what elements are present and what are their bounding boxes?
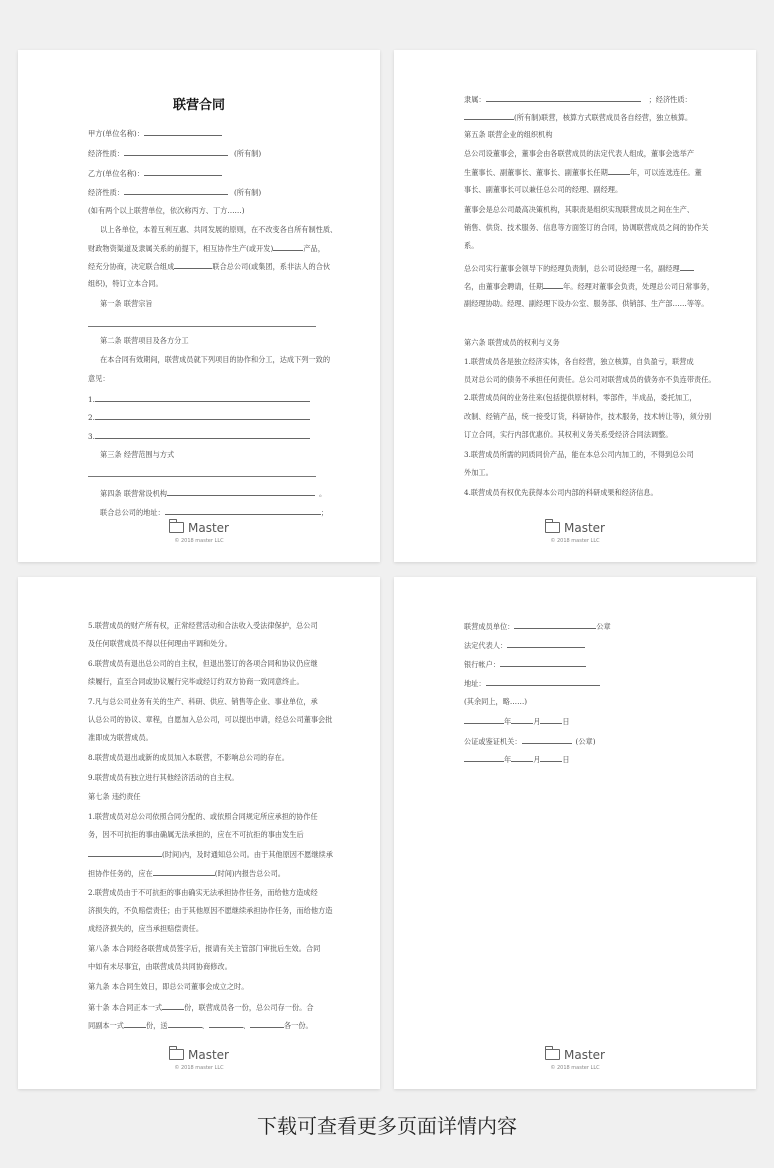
item-2-line: 2.: [88, 412, 316, 422]
copyright-text: © 2018 master LLC: [550, 538, 600, 544]
folder-icon: [169, 1049, 184, 1060]
folder-icon: [545, 522, 560, 533]
address-line: 联合总公司的地址： ；: [100, 508, 328, 517]
article-2-text-1: 在本合同有效期间，联营成员就下列项目的协作和分工，达成下列一致的: [100, 355, 331, 364]
preamble-line-1: 以上各单位，本着互利互惠、共同发展的原则，在不改变各自所有制性质、: [100, 225, 338, 234]
contract-page-2: [394, 50, 756, 562]
article-7-text-5: 2.联营成员由于不可抗拒的事由确实无法承担协作任务，而给他方造成经: [88, 888, 318, 897]
article-2-text-2: 意见：: [88, 374, 110, 383]
article-7-text-7: 成经济损失的，应当承担赔偿责任。: [88, 924, 204, 933]
article-7-text-3: (时间)内，及时通知总公司。由于其他原因不愿继续承: [88, 849, 316, 859]
download-more-caption: 下载可查看更多页面详情内容: [257, 1114, 517, 1138]
copyright-text: © 2018 master LLC: [174, 538, 224, 544]
party-a-nature-line: 经济性质： (所有制): [88, 149, 262, 158]
notary-line: 公证或鉴证机关： (公章): [464, 737, 596, 746]
contract-page-4: [394, 577, 756, 1089]
article-6-text-5: 订立合同，实行内部优惠价。其权利义务关系受经济合同法调整。: [464, 430, 673, 439]
article-6-text-4: 改制、经销产品，统一接受订货，科研协作，技术服务，技术转让等)，须分别: [464, 412, 712, 421]
page-footer: [18, 1045, 380, 1071]
article-5-text-4: 董事会是总公司最高决策机构，其职责是组织实现联营成员之间在生产、: [464, 205, 695, 214]
item-3-line: 3.: [88, 431, 316, 441]
article-2-heading: 第二条 联营项目及各方分工: [100, 336, 189, 345]
page-footer: [18, 518, 380, 544]
document-title: 联营合同: [172, 98, 225, 113]
article-6-text-2: 员对总公司的债务不承担任何责任。总公司对联营成员的债务亦不负连带责任。: [464, 375, 716, 384]
article-6-text-16: 8.联营成员退出或新的成员加入本联营，不影响总公司的存在。: [88, 753, 289, 762]
preamble-line-3: 经充分协商，决定联合组成 联合总公司(或集团，系非法人的合伙: [88, 262, 331, 271]
article-6-text-7: 外加工。: [464, 468, 493, 477]
bank-account-line: 银行帐户：: [464, 659, 692, 669]
legal-rep-line: 法定代表人：: [464, 640, 692, 650]
master-logo: Master: [169, 1048, 229, 1062]
article-7-text-1: 1.联营成员对总公司依照合同分配的、或依照合同规定所应承担的协作任: [88, 812, 318, 821]
article-9-text: 第九条 本合同生效日，即总公司董事会成立之时。: [88, 982, 249, 991]
party-a-line: 甲方(单位名称)：: [88, 128, 316, 138]
party-b-nature-line: 经济性质： (所有制): [88, 188, 262, 197]
article-6-heading: 第六条 联营成员的权利与义务: [464, 338, 560, 347]
blank-line: [88, 476, 316, 477]
address-line: 地址：: [464, 678, 692, 688]
article-5-text-9: 副经理协助。经理、副经理下设办公室、服务部、供销部、生产部……等等。: [464, 299, 709, 308]
item-1-line: 1.: [88, 394, 316, 404]
preamble-line-4: 组织)，特订立本合同。: [88, 279, 163, 288]
article-6-text-6: 3.联营成员所需的同质同价产品，能在本总公司内加工的，不得到总公司: [464, 450, 694, 459]
article-4-line: 第四条 联营常设机构 。: [100, 489, 327, 498]
article-7-heading: 第七条 违约责任: [88, 792, 141, 801]
ownership-line: (所有制)联营，核算方式联营成员各自经营，独立核算。: [464, 112, 692, 122]
article-5-text-5: 销售、供货、技术服务、信息等方面签订的合同，协调联营成员之间的协作关: [464, 223, 709, 232]
master-logo: Master: [545, 1048, 605, 1062]
article-5-text-1: 总公司设董事会，董事会由各联营成员的法定代表人组成，董事会选举产: [464, 149, 695, 158]
affiliation-line: 隶属： ；经济性质：: [464, 95, 692, 104]
article-6-text-14: 认总公司的协议、章程，自愿加入总公司，可以提出申请，经总公司董事会批: [88, 715, 333, 724]
article-5-heading: 第五条 联营企业的组织机构: [464, 130, 553, 139]
contract-page-1: [18, 50, 380, 562]
article-5-text-3: 事长、副董事长可以兼任总公司的经理、副经理。: [464, 185, 623, 194]
party-b-line: 乙方(单位名称)：: [88, 168, 316, 178]
article-6-text-9: 5.联营成员的财产所有权，正常经营活动和合法收入受法律保护，总公司: [88, 621, 318, 630]
article-6-text-1: 1.联营成员各是独立经济实体，各自经营，独立核算，自负盈亏，联营成: [464, 357, 694, 366]
page-footer: [394, 518, 756, 544]
copyright-text: © 2018 master LLC: [550, 1065, 600, 1071]
article-6-text-8: 4.联营成员有权优先获得本公司内部的科研成果和经济信息。: [464, 488, 658, 497]
date-line-1: 年 月 日: [464, 716, 692, 726]
copyright-text: © 2018 master LLC: [174, 1065, 224, 1071]
article-6-text-13: 7.凡与总公司业务有关的生产、科研、供应、销售等企业、事业单位，承: [88, 697, 318, 706]
folder-icon: [545, 1049, 560, 1060]
article-8-text-2: 中如有未尽事宜，由联营成员共同协商修改。: [88, 962, 232, 971]
article-10-text-2: 同副本一式 份，送 、 、 各一份。: [88, 1021, 313, 1030]
blank-line: [88, 326, 316, 327]
article-10-text-1: 第十条 本合同正本一式 份，联营成员各一份，总公司存一份。合: [88, 1003, 314, 1012]
article-6-text-10: 及任何联营成员不得以任何理由平调和处分。: [88, 639, 232, 648]
master-logo: Master: [545, 521, 605, 535]
page-footer: [394, 1045, 756, 1071]
article-6-text-15: 准即成为联营成员。: [88, 733, 153, 742]
note-line: (如有两个以上联营单位，依次称丙方、丁方……): [88, 206, 245, 215]
article-8-text-1: 第八条 本合同经各联营成员签字后，报请有关主管部门审批后生效。合同: [88, 944, 321, 953]
article-5-text-6: 系。: [464, 241, 479, 250]
date-line-2: 年 月 日: [464, 754, 692, 764]
article-6-text-3: 2.联营成员间的业务往来(包括提供原材料，零部件，半成品，委托加工，: [464, 393, 697, 402]
master-logo: Master: [169, 521, 229, 535]
omitted-note: (其余同上，略……): [464, 697, 528, 706]
article-1-heading: 第一条 联营宗旨: [100, 299, 153, 308]
folder-icon: [169, 522, 184, 533]
article-5-text-8: 名，由董事会聘请，任期 年。经理对董事会负责，处理总公司日常事务，: [464, 282, 715, 291]
contract-page-3: [18, 577, 380, 1089]
article-7-text-2: 务，因不可抗拒的事由确属无法承担的，应在不可抗拒的事由发生后: [88, 830, 304, 839]
article-6-text-12: 续履行，直至合同或协议履行完毕或经订约双方协商一致同意终止。: [88, 677, 304, 686]
article-7-text-6: 济损失的，不负赔偿责任；由于其他原因不愿继续承担协作任务，而给他方造: [88, 906, 333, 915]
preamble-line-2: 财政物资渠道及隶属关系的前提下，相互协作生产(或开发) 产品，: [88, 244, 325, 253]
article-5-text-2: 生董事长、副董事长、董事长、副董事长任期 年，可以连选连任。董: [464, 168, 702, 177]
article-6-text-17: 9.联营成员有独立进行其他经济活动的自主权。: [88, 773, 239, 782]
article-6-text-11: 6.联营成员有退出总公司的自主权，但退出签订的各项合同和协议仍应继: [88, 659, 318, 668]
member-unit-line: 联营成员单位： 公章: [464, 622, 611, 631]
article-3-heading: 第三条 经营范围与方式: [100, 450, 175, 459]
article-7-text-4: 担协作任务的，应在 (时间)内报告总公司。: [88, 869, 285, 878]
article-5-text-7: 总公司实行董事会领导下的经理负责制，总公司设经理一名，副经理: [464, 263, 692, 273]
